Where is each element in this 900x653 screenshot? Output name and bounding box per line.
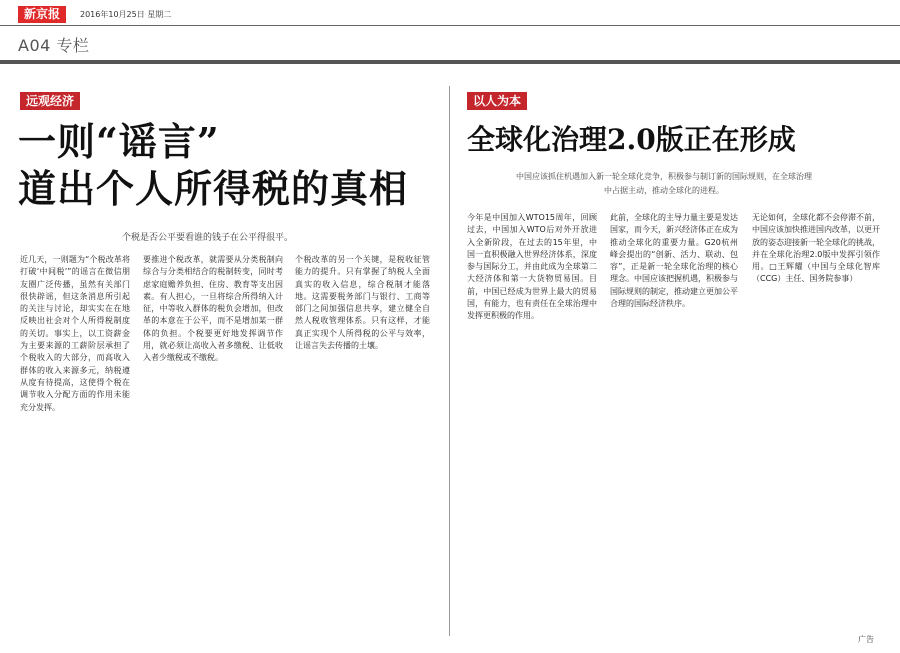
left-article-column-2: 要推进个税改革，就需要从分类税制向综合与分类相结合的税制转变，同时考虑家庭赡养负担、住房、教育等支出因素。有人担心，一旦将综合所得纳入计征，中等收入群体的税负会增加，但改革的本意在于公平，而不是增加某一群体的负担。个税要更好地发挥调节作用，就必须让高收入者多缴税、让低收入者少缴税或不缴税。: [143, 255, 283, 363]
page-label: A04 专栏: [18, 36, 90, 55]
right-article-column-1: 今年是中国加入WTO15周年，回顾过去，中国加入WTO后对外开放进入全新阶段，在过去的15年里，中国一直积极融入世界经济体系，深度参与国际分工，并由此成为全球第二大经济体和第一大货物贸易国。目前，中国已经成为世界上最大的贸易国，有能力，也有责任在全球治理中发挥更积极的作用。: [467, 213, 597, 321]
masthead-date: 2016年10月25日 星期二: [80, 10, 172, 19]
right-article-headline: 全球化治理2.0版正在形成: [467, 123, 796, 156]
section-divider: [0, 60, 900, 64]
right-article-lede: 中国应该抓住机遇加入新一轮全球化竞争，积极参与制订新的国际规则，在全球治理中占据主动，推动全球化的进程。: [516, 172, 812, 195]
left-article-headline: [18, 118, 448, 212]
column-separator: [449, 86, 450, 636]
left-article-column-1: 近几天，一则题为“个税改革将打破‘中间税’”的谣言在微信朋友圈广泛传播，虽然有关部门很快辟谣，但这条消息所引起的关注与讨论，却实实在在地反映出社会对个人所得税制度的关切。事实上，以工资薪金为主要来源的工薪阶层承担了个税收入的大部分，而高收入群体的收入来源多元，纳税遵从度有待提高，这使得个税在调节收入分配方面的作用未能充分发挥。: [20, 255, 130, 412]
masthead-logo: 新京报: [18, 6, 66, 23]
right-article-tag: 以人为本: [467, 92, 527, 110]
right-article-column-3: 无论如何，全球化都不会停滞不前，中国应该加快推进国内改革，以更开放的姿态迎接新一轮全球化的挑战，并在全球化治理2.0版中发挥引领作用。□王辉耀（中国与全球化智库（CCG）主任、国务院参事）: [752, 213, 880, 284]
left-headline-line1: 一则“谣言”: [18, 119, 220, 164]
left-article-subline: 个税是否公平要看谁的钱子在公平得很平。: [122, 233, 294, 243]
right-article-column-2: 此前，全球化的主导力量主要是发达国家，而今天，新兴经济体正在成为推动全球化的重要力量。G20杭州峰会提出的“创新、活力、联动、包容”，正是新一轮全球化治理的核心理念。中国应该把握机遇，积极参与国际规则的制定，推动建立更加公平合理的国际经济秩序。: [610, 213, 738, 309]
left-article-tag: 远观经济: [20, 92, 80, 110]
left-article-column-3: 个税改革的另一个关键，是税收征管能力的提升。只有掌握了纳税人全面真实的收入信息，综合税制才能落地。这需要税务部门与银行、工商等部门之间加强信息共享，建立健全自然人税收管理体系。只有这样，才能真正实现个人所得税的公平与效率，让谣言失去传播的土壤。: [295, 255, 430, 351]
masthead-rule: [0, 25, 900, 26]
left-headline-line2: 道出个人所得税的真相: [18, 166, 409, 211]
masthead: [0, 0, 900, 24]
ad-label: 广告: [858, 635, 874, 644]
